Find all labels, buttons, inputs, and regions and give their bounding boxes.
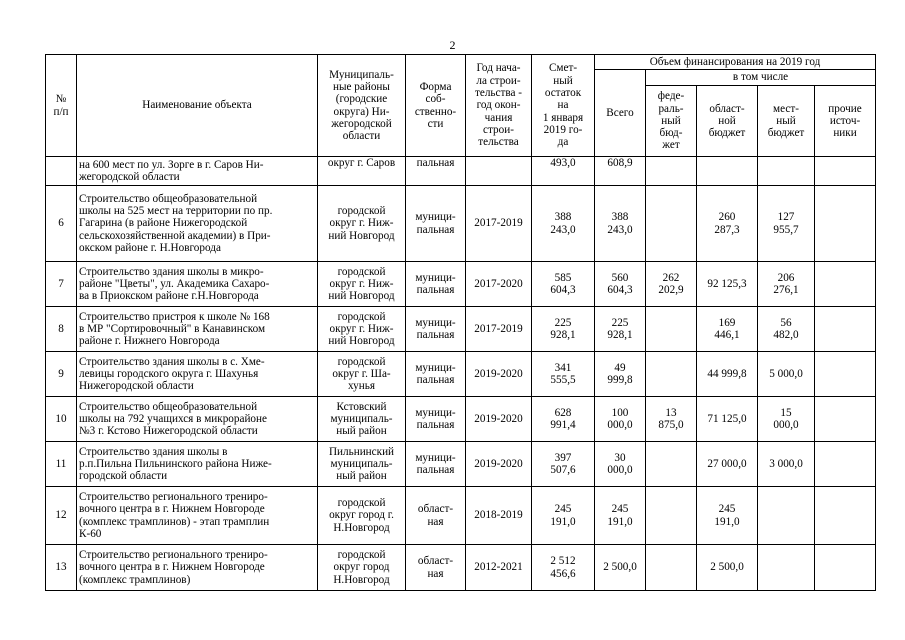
table-row xyxy=(46,157,876,186)
row-num: 6 xyxy=(46,186,77,262)
row-num: 10 xyxy=(46,397,77,442)
row-ownership: област- ная xyxy=(406,545,466,591)
row-total: 560 604,3 xyxy=(595,262,646,307)
row-local: 206 276,1 xyxy=(758,262,815,307)
row-federal xyxy=(646,307,697,352)
row-ownership: муници- пальная xyxy=(406,352,466,397)
row-district: округ г. Саров xyxy=(318,157,406,186)
row-other xyxy=(815,397,876,442)
row-ownership: муници- пальная xyxy=(406,307,466,352)
header-years: Год нача- ла строи- тельства - год окон- чания строи- тельства xyxy=(466,55,532,157)
row-federal xyxy=(646,487,697,545)
table-row xyxy=(46,545,876,591)
row-other xyxy=(815,352,876,397)
row-local: 3 000,0 xyxy=(758,442,815,487)
row-num xyxy=(46,157,77,186)
row-years: 2012-2021 xyxy=(466,545,532,591)
row-regional: 92 125,3 xyxy=(697,262,758,307)
row-total: 2 500,0 xyxy=(595,545,646,591)
row-local xyxy=(758,157,815,186)
row-district: городской округ г. Ниж- ний Новгород xyxy=(318,262,406,307)
table-row xyxy=(46,186,876,262)
row-federal xyxy=(646,186,697,262)
row-total: 388 243,0 xyxy=(595,186,646,262)
row-local xyxy=(758,545,815,591)
row-regional: 27 000,0 xyxy=(697,442,758,487)
row-years: 2018-2019 xyxy=(466,487,532,545)
row-district: городской округ город Н.Новгород xyxy=(318,545,406,591)
row-district: городской округ г. Ниж- ний Новгород xyxy=(318,186,406,262)
row-total: 30 000,0 xyxy=(595,442,646,487)
row-num: 9 xyxy=(46,352,77,397)
row-ownership: муници- пальная xyxy=(406,186,466,262)
row-ownership: област- ная xyxy=(406,487,466,545)
table-row xyxy=(46,262,876,307)
header-num: № п/п xyxy=(46,55,77,157)
row-remainder: 585 604,3 xyxy=(532,262,595,307)
row-years: 2017-2019 xyxy=(466,307,532,352)
table-row xyxy=(46,397,876,442)
row-regional: 260 287,3 xyxy=(697,186,758,262)
funding-table xyxy=(45,54,876,591)
header-ownership: Форма соб- ственно- сти xyxy=(406,55,466,157)
row-remainder: 341 555,5 xyxy=(532,352,595,397)
row-other xyxy=(815,545,876,591)
row-total: 245 191,0 xyxy=(595,487,646,545)
row-name: Строительство здания школы в с. Хме- левицы городского округа г. Шахунья Нижегородской области xyxy=(77,352,318,397)
header-district: Муниципаль- ные районы (городские округа) Ни- жегородской области xyxy=(318,55,406,157)
header-other: прочие источ- ники xyxy=(815,86,876,157)
header-funding: Объем финансирования на 2019 год xyxy=(595,55,876,70)
row-num: 11 xyxy=(46,442,77,487)
row-ownership: муници- пальная xyxy=(406,442,466,487)
row-federal xyxy=(646,352,697,397)
row-regional: 2 500,0 xyxy=(697,545,758,591)
row-district: городской округ г. Ша- хунья xyxy=(318,352,406,397)
row-years: 2019-2020 xyxy=(466,442,532,487)
row-federal xyxy=(646,157,697,186)
row-local: 56 482,0 xyxy=(758,307,815,352)
table-row xyxy=(46,352,876,397)
row-num: 8 xyxy=(46,307,77,352)
row-num: 13 xyxy=(46,545,77,591)
row-remainder: 245 191,0 xyxy=(532,487,595,545)
row-regional: 44 999,8 xyxy=(697,352,758,397)
header-federal: феде- раль- ный бюд- жет xyxy=(646,86,697,157)
row-federal: 262 202,9 xyxy=(646,262,697,307)
row-remainder: 493,0 xyxy=(532,157,595,186)
row-regional: 71 125,0 xyxy=(697,397,758,442)
row-num: 12 xyxy=(46,487,77,545)
row-other xyxy=(815,442,876,487)
row-remainder: 388 243,0 xyxy=(532,186,595,262)
row-remainder: 225 928,1 xyxy=(532,307,595,352)
row-other xyxy=(815,186,876,262)
row-local xyxy=(758,487,815,545)
table-row xyxy=(46,487,876,545)
header-including: в том числе xyxy=(646,70,876,86)
row-total: 608,9 xyxy=(595,157,646,186)
row-name: Строительство общеобразовательной школы на 792 учащихся в микрорайоне №3 г. Кстово Нижегородской области xyxy=(77,397,318,442)
row-ownership: муници- пальная xyxy=(406,397,466,442)
row-total: 225 928,1 xyxy=(595,307,646,352)
row-num: 7 xyxy=(46,262,77,307)
row-name: Строительство здания школы в р.п.Пильна Пильнинского района Ниже- городской области xyxy=(77,442,318,487)
row-other xyxy=(815,262,876,307)
row-local: 127 955,7 xyxy=(758,186,815,262)
row-name: Строительство общеобразовательной школы на 525 мест на территории по пр. Гагарина (в районе Нижегородской сельскохозяйственной академии) в При- окском районе г. Н.Новгорода xyxy=(77,186,318,262)
row-remainder: 628 991,4 xyxy=(532,397,595,442)
header-total: Всего xyxy=(595,70,646,157)
header-remainder: Смет- ный остаток на 1 января 2019 го- да xyxy=(532,55,595,157)
row-federal: 13 875,0 xyxy=(646,397,697,442)
row-district: городской округ г. Ниж- ний Новгород xyxy=(318,307,406,352)
row-local: 15 000,0 xyxy=(758,397,815,442)
row-name: Строительство здания школы в микро- районе "Цветы", ул. Академика Сахаро- ва в Приокском районе г.Н.Новгорода xyxy=(77,262,318,307)
row-ownership: муници- пальная xyxy=(406,262,466,307)
row-remainder: 2 512 456,6 xyxy=(532,545,595,591)
row-years: 2017-2020 xyxy=(466,262,532,307)
row-district: городской округ город г. Н.Новгород xyxy=(318,487,406,545)
table-row xyxy=(46,442,876,487)
row-district: Кстовский муниципаль- ный район xyxy=(318,397,406,442)
row-other xyxy=(815,157,876,186)
row-ownership: пальная xyxy=(406,157,466,186)
row-federal xyxy=(646,442,697,487)
row-total: 100 000,0 xyxy=(595,397,646,442)
row-federal xyxy=(646,545,697,591)
row-local: 5 000,0 xyxy=(758,352,815,397)
table-row xyxy=(46,307,876,352)
row-other xyxy=(815,487,876,545)
row-name: Строительство регионального трениро- вочного центра в г. Нижнем Новгороде (комплекс трамплинов) xyxy=(77,545,318,591)
row-total: 49 999,8 xyxy=(595,352,646,397)
row-name: Строительство регионального трениро- вочного центра в г. Нижнем Новгороде (комплекс трамплинов) - этап трамплин К-60 xyxy=(77,487,318,545)
row-district: Пильнинский муниципаль- ный район xyxy=(318,442,406,487)
row-regional xyxy=(697,157,758,186)
row-regional: 245 191,0 xyxy=(697,487,758,545)
row-other xyxy=(815,307,876,352)
row-years xyxy=(466,157,532,186)
row-years: 2019-2020 xyxy=(466,352,532,397)
header-name: Наименование объекта xyxy=(77,55,318,157)
row-regional: 169 446,1 xyxy=(697,307,758,352)
header-regional: област- ной бюджет xyxy=(697,86,758,157)
row-name: на 600 мест по ул. Зорге в г. Саров Ни- жегородской области xyxy=(77,157,318,186)
row-years: 2017-2019 xyxy=(466,186,532,262)
header-local: мест- ный бюджет xyxy=(758,86,815,157)
row-name: Строительство пристроя к школе № 168 в МР "Сортировочный" в Канавинском районе г. Нижнего Новгорода xyxy=(77,307,318,352)
page-number: 2 xyxy=(449,38,456,52)
row-years: 2019-2020 xyxy=(466,397,532,442)
row-remainder: 397 507,6 xyxy=(532,442,595,487)
